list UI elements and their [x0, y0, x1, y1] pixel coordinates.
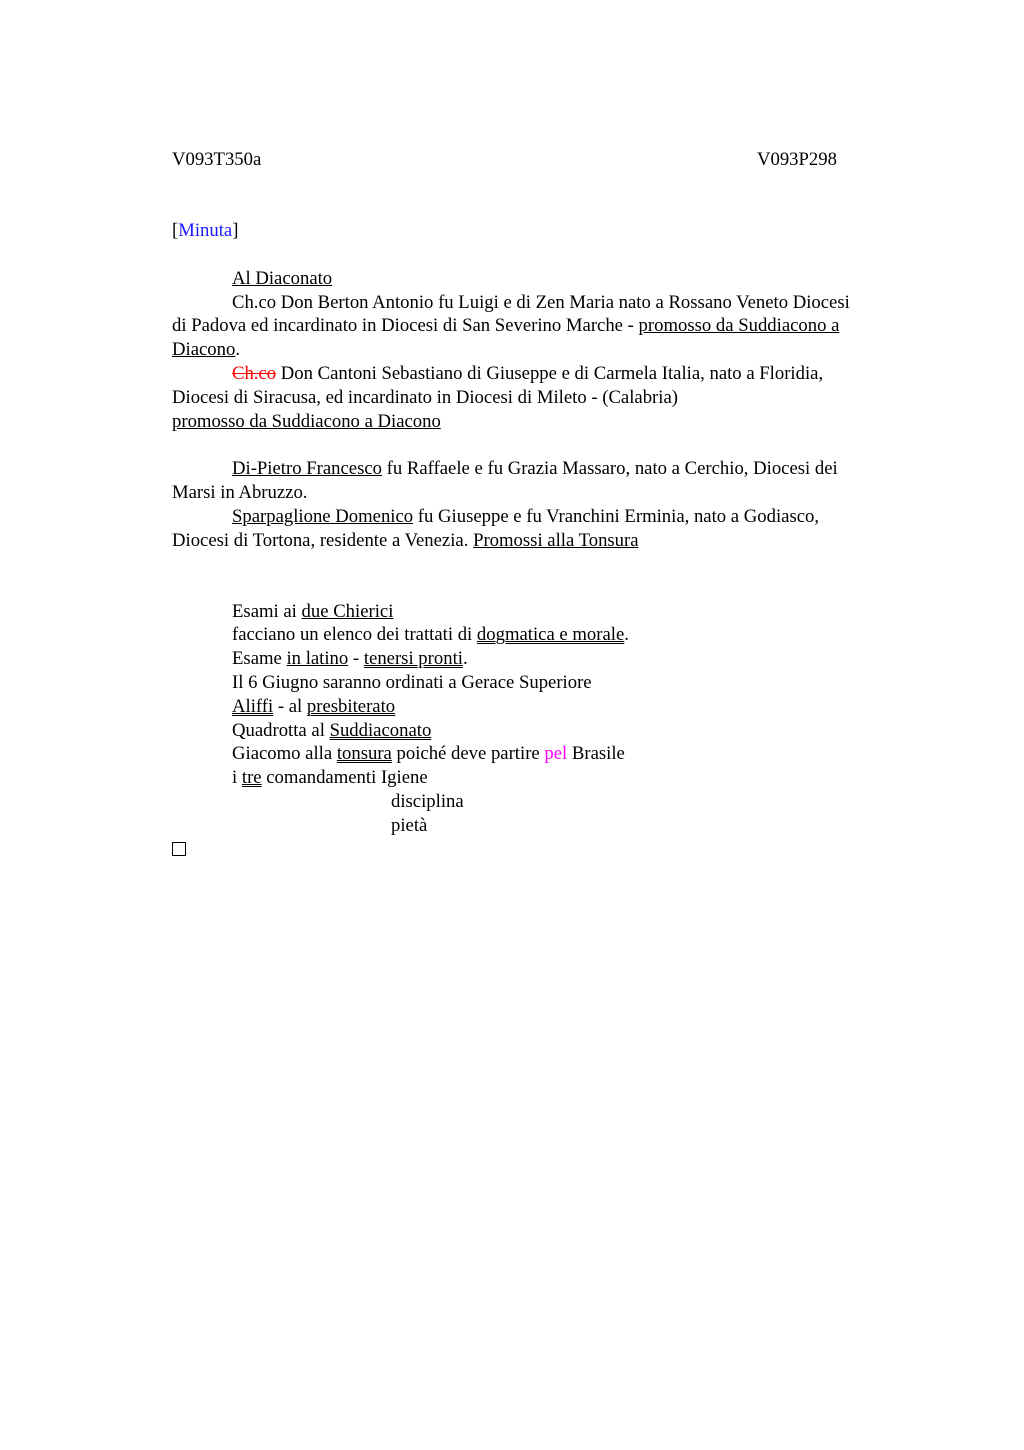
notes-line-1	[172, 600, 922, 624]
notes-l7-underlined: tonsura	[336, 743, 392, 765]
tonsura-entry1-line1-text: fu Raffaele e fu Grazia Massaro, nato a Cerchio, Diocesi dei	[381, 458, 838, 480]
diaconato-heading-text: Al Diaconato	[232, 267, 333, 289]
notes-line-7	[172, 742, 922, 766]
notes-l7-end: Brasile	[567, 743, 625, 765]
notes-l8-text: i	[232, 767, 242, 789]
notes-l8-end: comandamenti Igiene	[261, 767, 428, 789]
notes-l5-underlined-2: presbiterato	[306, 695, 396, 717]
notes-l3-separator: -	[348, 648, 364, 670]
notes-l3-underlined-2: tenersi pronti	[363, 648, 463, 670]
notes-line-6	[172, 719, 922, 743]
notes-l2-period: .	[624, 624, 629, 646]
notes-l2-text: facciano un elenco dei trattati di	[232, 624, 477, 646]
tonsura-entry2-line2	[172, 529, 922, 553]
diaconato-entry1-line2-text: di Padova ed incardinato in Diocesi di San Severino Marche -	[172, 315, 639, 337]
document-header	[172, 148, 922, 172]
box-symbol-icon	[172, 842, 186, 856]
end-mark	[172, 838, 922, 863]
notes-line-10: pietà	[391, 814, 428, 836]
diaconato-entry2-promotion: promosso da Suddiacono a Diacono	[172, 410, 441, 432]
diaconato-entry1-promotion: promosso da Suddiacono a	[638, 315, 840, 337]
diaconato-heading	[172, 267, 922, 291]
minuta-close-bracket: ]	[232, 220, 239, 241]
diaconato-entry2-struck-title: Ch.co	[232, 362, 277, 384]
notes-l2-underlined: dogmatica e morale	[476, 624, 625, 646]
header-left-code: V093T350a	[172, 149, 262, 170]
notes-l7-middle: poiché deve partire	[391, 743, 545, 765]
tonsura-promotion: Promossi alla Tonsura	[473, 529, 639, 551]
notes-l3-underlined-1: in latino	[286, 648, 349, 670]
notes-l7-magenta-word: pel	[544, 743, 568, 765]
notes-l3-text: Esame	[232, 648, 287, 670]
tonsura-entry1-name: Di-Pietro Francesco	[232, 458, 382, 480]
minuta-text: Minuta	[178, 220, 233, 241]
diaconato-entry1-line2	[172, 314, 922, 338]
notes-l8-underlined: tre	[241, 767, 262, 789]
diaconato-entry2-line1	[172, 362, 922, 386]
diaconato-entry1-promotion-end: Diacono	[172, 339, 236, 361]
notes-line-5	[172, 695, 922, 719]
notes-line-4: Il 6 Giugno saranno ordinati a Gerace Superiore	[232, 671, 592, 693]
document-page	[172, 148, 922, 862]
notes-l3-period: .	[462, 648, 468, 670]
notes-l1-text: Esami ai	[232, 600, 302, 622]
tonsura-entry2-line1-text: fu Giuseppe e fu Vranchini Erminia, nato a Godiasco,	[413, 505, 820, 527]
tonsura-entry1-line1	[172, 457, 922, 481]
tonsura-entry2-line2-text: Diocesi di Tortona, residente a Venezia.	[172, 529, 474, 551]
header-right-code: V093P298	[757, 149, 837, 170]
diaconato-entry2-line3	[172, 410, 922, 434]
notes-line-9: disciplina	[391, 790, 464, 812]
tonsura-entry2-name: Sparpaglione Domenico	[232, 505, 414, 527]
diaconato-entry1-line3	[172, 338, 922, 362]
notes-line-3	[172, 647, 922, 671]
minuta-label	[172, 219, 922, 243]
notes-l5-text: - al	[273, 695, 307, 717]
tonsura-entry1-line2: Marsi in Abruzzo.	[172, 482, 308, 504]
notes-l7-text: Giacomo alla	[232, 743, 337, 765]
diaconato-entry1-period: .	[235, 339, 240, 361]
diaconato-entry2-line1-text: Don Cantoni Sebastiano di Giuseppe e di Carmela Italia, nato a Floridia,	[276, 362, 824, 384]
minuta-open-bracket: [	[172, 220, 179, 241]
diaconato-entry1-line1: Ch.co Don Berton Antonio fu Luigi e di Zen Maria nato a Rossano Veneto Diocesi	[232, 291, 850, 313]
notes-line-2	[172, 623, 922, 647]
notes-l6-text: Quadrotta al	[232, 719, 330, 741]
notes-l5-underlined-1: Aliffi	[232, 695, 274, 717]
diaconato-entry2-line2: Diocesi di Siracusa, ed incardinato in Diocesi di Mileto - (Calabria)	[172, 386, 678, 408]
notes-l1-underlined: due Chierici	[301, 600, 394, 622]
notes-line-8	[172, 766, 922, 790]
notes-l6-underlined: Suddiaconato	[329, 719, 432, 741]
tonsura-entry2-line1	[172, 505, 922, 529]
